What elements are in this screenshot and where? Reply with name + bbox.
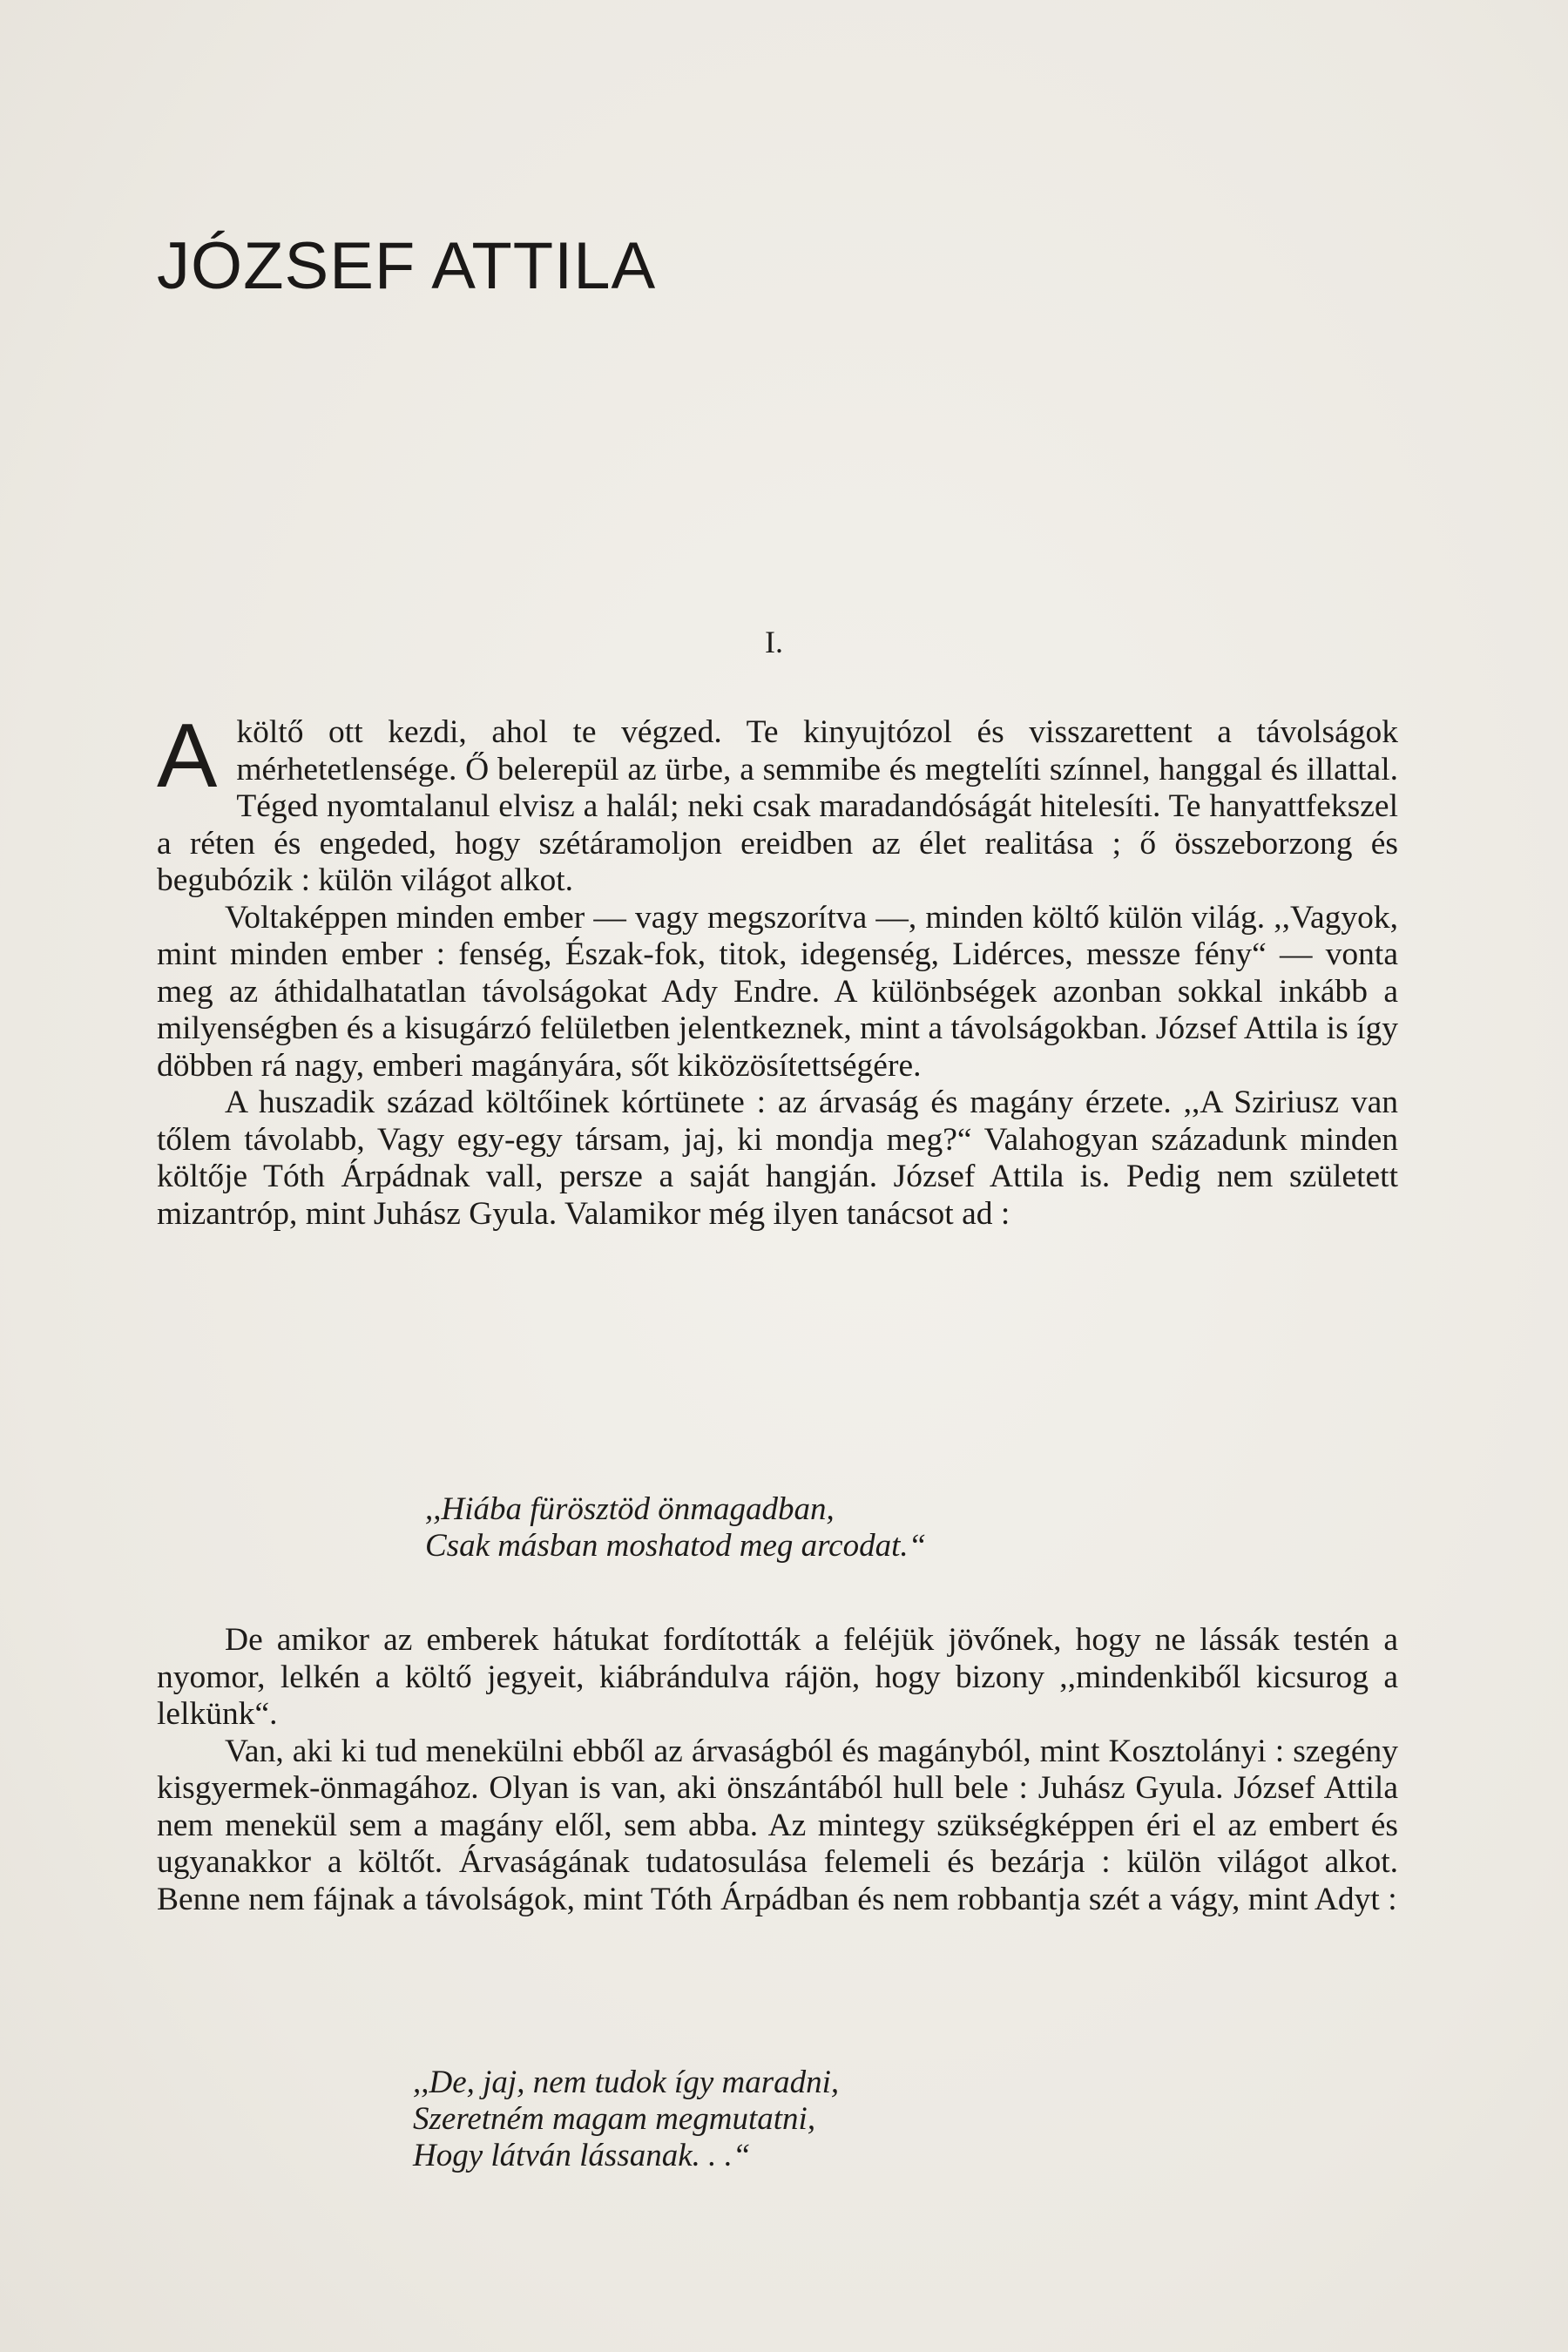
verse-line: Hogy látván lássanak. . .“ [413, 2138, 751, 2173]
verse-line: Csak másban moshatod meg arcodat.“ [425, 1528, 927, 1564]
intro-paragraph [157, 706, 1398, 900]
body-text-upper [157, 706, 1398, 1233]
verse-line: Szeretném magam megmutatni, [413, 2101, 816, 2137]
section-number: I. [765, 625, 783, 659]
intro-text: költő ott kezdi, ahol te végzed. Te kinyujtózol és visszarettent a távolságok mérhetetlensége. Ő belerepül az ürbe, a semmibe és megtelíti színnel, hanggal és illattal. Téged nyomtalanul elvisz a halál; neki csak maradandóságát hitelesíti. Te hanyattfekszel a réten és engeded, hogy szétáramoljon ereidben az élet realitása ; ő összeborzong és begubózik : külön világot alkot. [157, 714, 1398, 898]
verse-line: ,,Hiába fürösztöd önmagadban, [425, 1491, 835, 1527]
drop-cap: A [157, 706, 218, 807]
article-title: JÓZSEF ATTILA [157, 229, 657, 303]
paragraph: Voltaképpen minden ember — vagy megszorítva —, minden költő külön világ. ,,Vagyok, mint minden ember : fenség, Észak-fok, titok, idegenség, Lidérces, messze fény“ — vonta meg az áthidalhatatlan távolságokat Ady Endre. A különbségek azonban sokkal inkább a milyenségben és a kisugárzó felületben jelentkeznek, mint a távolságokban. József Attila is így döbben rá nagy, emberi magányára, sőt kiközösítettségére. [157, 899, 1398, 1084]
verse-line: ,,De, jaj, nem tudok így maradni, [413, 2065, 840, 2100]
paragraph: Van, aki ki tud menekülni ebből az árvaságból és magányból, mint Kosztolányi : szegény kisgyermek-önmagához. Olyan is van, aki önszántából hull bele : Juhász Gyula. József Attila nem menekül sem a magány elől, sem abba. Az mintegy szükségképpen éri el az embert és ugyanakkor a költőt. Árvaságának tudatosulása felemeli és bezárja : külön világot alkot. Benne nem fájnak a távolságok, mint Tóth Árpádban és nem robbantja szét a vágy, mint Adyt : [157, 1733, 1398, 1917]
paragraph: De amikor az emberek hátukat fordították a feléjük jövőnek, hogy ne lássák testén a nyomor, lelkén a költő jegyeit, kiábrándulva rájön, hogy bizony ,,mindenkiből kicsurog a lelkünk“. [157, 1622, 1398, 1732]
verse-quote-2 [413, 2065, 839, 2174]
verse-quote-1 [425, 1491, 926, 1565]
body-text-lower [157, 1622, 1398, 1918]
paragraph: A huszadik század költőinek kórtünete : az árvaság és magány érzete. ,,A Sziriusz van tőlem távolabb, Vagy egy-egy társam, jaj, ki mondja meg?“ Valahogyan századunk minden költője Tóth Árpádnak vall, persze a saját hangján. József Attila is. Pedig nem született mizantróp, mint Juhász Gyula. Valamikor még ilyen tanácsot ad : [157, 1085, 1398, 1232]
